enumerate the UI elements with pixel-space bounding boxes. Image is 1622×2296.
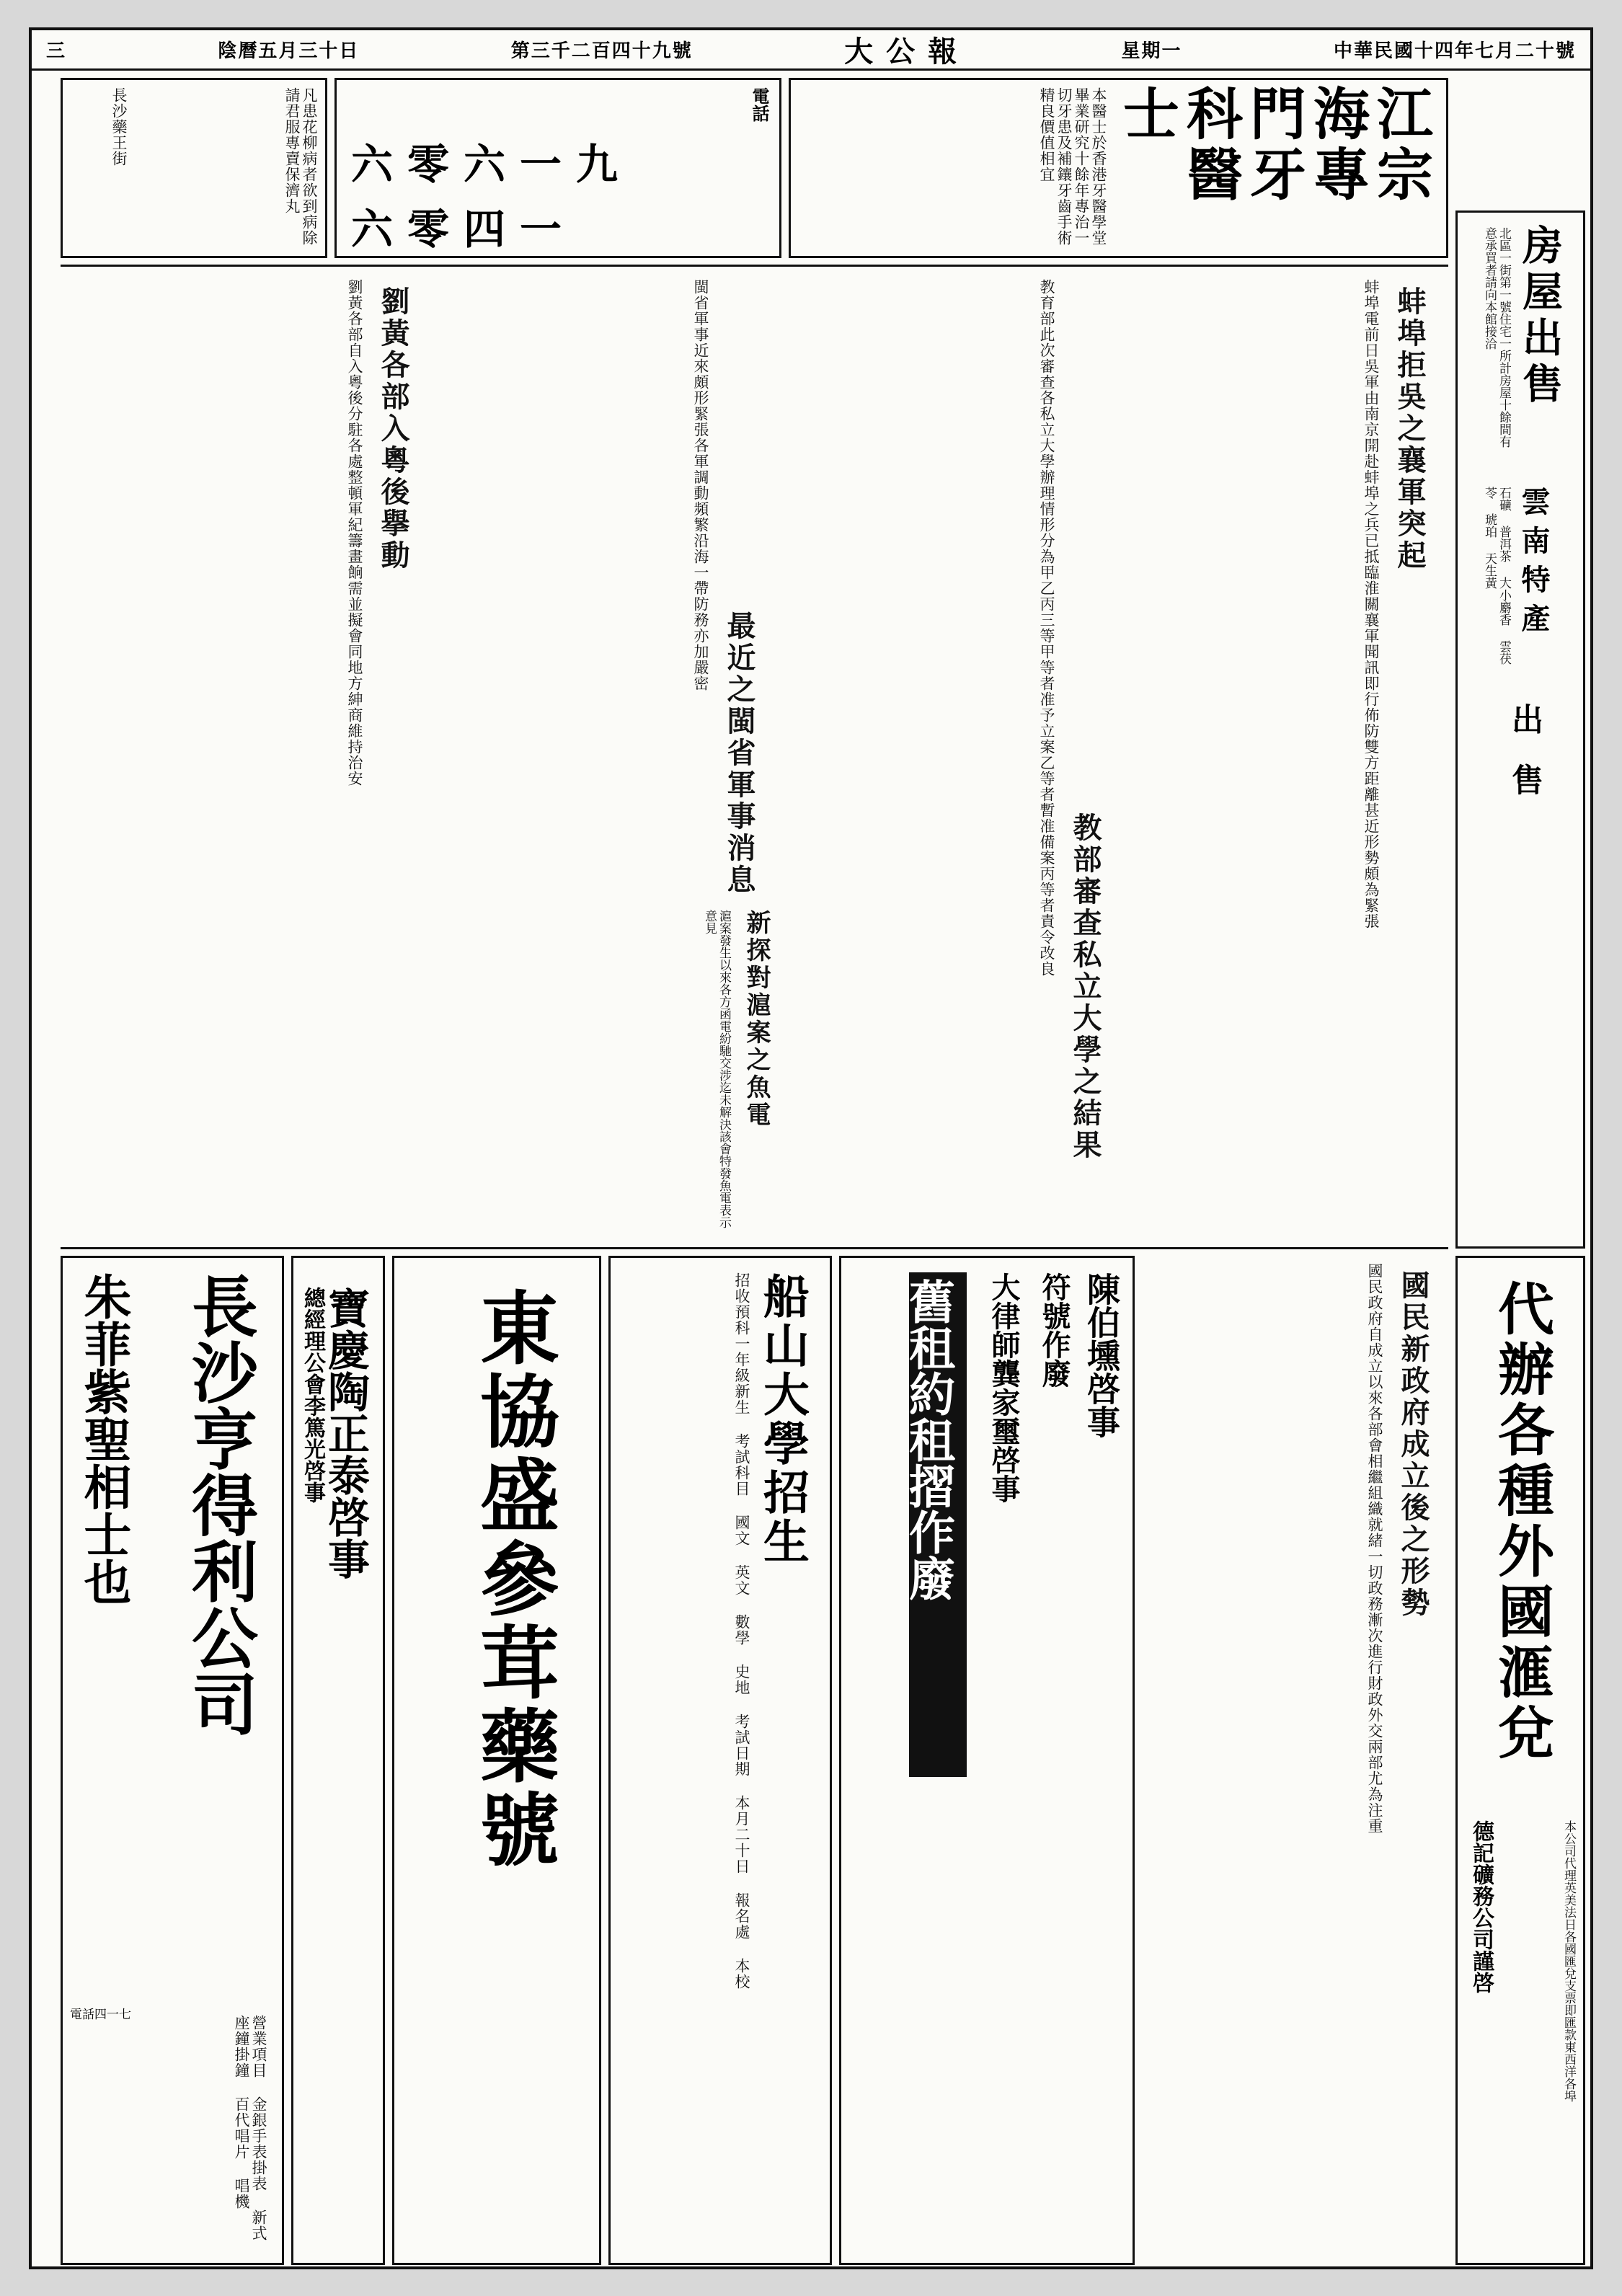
exchange-signature: 德記礦務公司謹啓 xyxy=(1468,1820,1494,1993)
lawyer-notice: 大律師龔家璽啓事 xyxy=(987,1272,1021,1503)
guild-notice: 總經理公會李篤光啓事 xyxy=(300,1287,325,1503)
article-guangdong xyxy=(61,272,428,1241)
article-bengbu xyxy=(1127,272,1445,1241)
masthead xyxy=(32,30,1590,71)
article-telegram-headline: 新探對滬案之魚電 xyxy=(742,910,771,1129)
sell-label: 出售 xyxy=(1506,703,1543,824)
university-admission-title: 船山大學招生 xyxy=(755,1272,810,1566)
watch-company-name: 長沙亨得利公司 xyxy=(181,1272,259,1737)
medicine-ad xyxy=(61,78,327,258)
article-guangdong-headline: 劉黃各部入粵後擧動 xyxy=(376,286,410,572)
newspaper-page xyxy=(29,27,1593,2269)
exchange-ad xyxy=(1455,1256,1585,2265)
phone-ad xyxy=(334,78,781,258)
phone-number-2: 六零四一 xyxy=(351,205,577,254)
article-telegram xyxy=(666,903,781,1241)
paper-title: 大公報 xyxy=(844,35,970,68)
article-universities xyxy=(781,272,1120,1241)
dental-ad-title: 江宗海專門牙科醫士 xyxy=(1114,84,1433,205)
notice-ads xyxy=(839,1256,1135,2265)
exchange-title: 代辦各種外國滙兌 xyxy=(1489,1280,1554,1764)
fortune-teller-name: 朱菲紫聖相士也 xyxy=(76,1272,132,1605)
symbol-void-notice: 符號作廢 xyxy=(1037,1272,1071,1388)
university-admission-ad xyxy=(608,1256,832,2265)
article-fujian-body: 閩省軍事近來頗形緊張各軍調動頻繁沿海一帶防務亦加嚴密 xyxy=(692,279,709,691)
article-universities-headline: 教部審查私立大學之結果 xyxy=(1068,812,1102,1161)
chen-notice: 陳伯壎啓事 xyxy=(1082,1272,1121,1438)
exchange-body: 本公司代理英美法日各國匯兌支票即匯款東西洋各埠 xyxy=(1561,1820,1576,2102)
section-rule-middle xyxy=(61,1247,1448,1249)
yunnan-title: 雲南特產 xyxy=(1517,487,1551,642)
article-bengbu-headline: 蚌埠拒吳之襄軍突起 xyxy=(1393,286,1427,572)
article-telegram-body: 滬案發生以來各方函電紛馳交涉迄未解決該會特發魚電表示意見 xyxy=(702,910,731,1228)
house-sale-body: 北區一街第一號住宅一所計房屋十餘間有意承買者請向本館接洽 xyxy=(1482,227,1511,448)
lunar-date: 陰曆五月三十日 xyxy=(218,40,360,62)
right-column-ads xyxy=(1455,210,1585,1249)
article-government-headline: 國民新政府成立後之形勢 xyxy=(1396,1270,1430,1619)
medicine-ad-body: 凡患花柳病者欲到病除請君服專賣保濟丸 xyxy=(283,87,318,246)
university-admission-body: 招收預科一年級新生 考試科目 國文 英文 數學 史地 考試日期 本月二十日 報名處 本校 xyxy=(733,1272,750,1990)
notice-column xyxy=(291,1256,385,2265)
article-government xyxy=(1142,1256,1448,2265)
publication-date: 中華民國十四年七月二十號 xyxy=(1333,40,1576,62)
house-sale-title: 房屋出售 xyxy=(1516,224,1564,409)
weekday: 星期一 xyxy=(1121,40,1182,62)
watch-company-ad xyxy=(61,1256,284,2265)
lease-void-notice: 舊租約租摺作廢 xyxy=(909,1272,967,1777)
article-universities-body: 教育部此次審查各私立大學辦理情形分為甲乙丙三等甲等者准予立案乙等者暫准備案丙等者責令改良 xyxy=(1038,279,1055,977)
dental-ad-body: 本醫士於香港牙醫學堂畢業研究十餘年專治一切牙患及補鑲牙齒手術精良價值相宜 xyxy=(1038,87,1107,246)
phone-number: 六零六一九 xyxy=(351,140,633,189)
section-rule-top xyxy=(61,265,1448,267)
article-bengbu-body: 蚌埠電前日吳軍由南京開赴蚌埠之兵已抵臨淮關襄軍聞訊即行佈防雙方距離甚近形勢頗為緊張 xyxy=(1362,279,1380,929)
page-number: 三 xyxy=(46,40,67,62)
yunnan-items: 石礦 普洱茶 大小麝香 雲茯苓 琥珀 天生黃 xyxy=(1482,487,1511,665)
medicine-ad-agent: 長沙藥王街 xyxy=(110,87,128,167)
article-fujian-headline: 最近之閩省軍事消息 xyxy=(722,611,756,896)
dental-ad xyxy=(789,78,1448,258)
article-guangdong-body: 劉黃各部自入粵後分駐各處整頓軍紀籌畫餉需並擬會同地方紳商維持治安 xyxy=(346,279,363,786)
watch-company-phone: 電話四一七 xyxy=(70,2008,131,2022)
phone-label: 電話 xyxy=(749,87,770,122)
pharmacy-ad xyxy=(392,1256,601,2265)
article-government-body: 國民政府自成立以來各部會相繼組織就緒一切政務漸次進行財政外交兩部尤為注重 xyxy=(1366,1263,1383,1834)
issue-number: 第三千二百四十九號 xyxy=(510,40,693,62)
watch-company-items: 營業項目 金銀手表掛表 新式座鐘掛鐘 百代唱片 唱機 xyxy=(233,2015,267,2241)
pharmacy-name: 東協盛參茸藥號 xyxy=(467,1287,560,1872)
pottery-notice: 寶慶陶正泰啓事 xyxy=(321,1287,370,1579)
